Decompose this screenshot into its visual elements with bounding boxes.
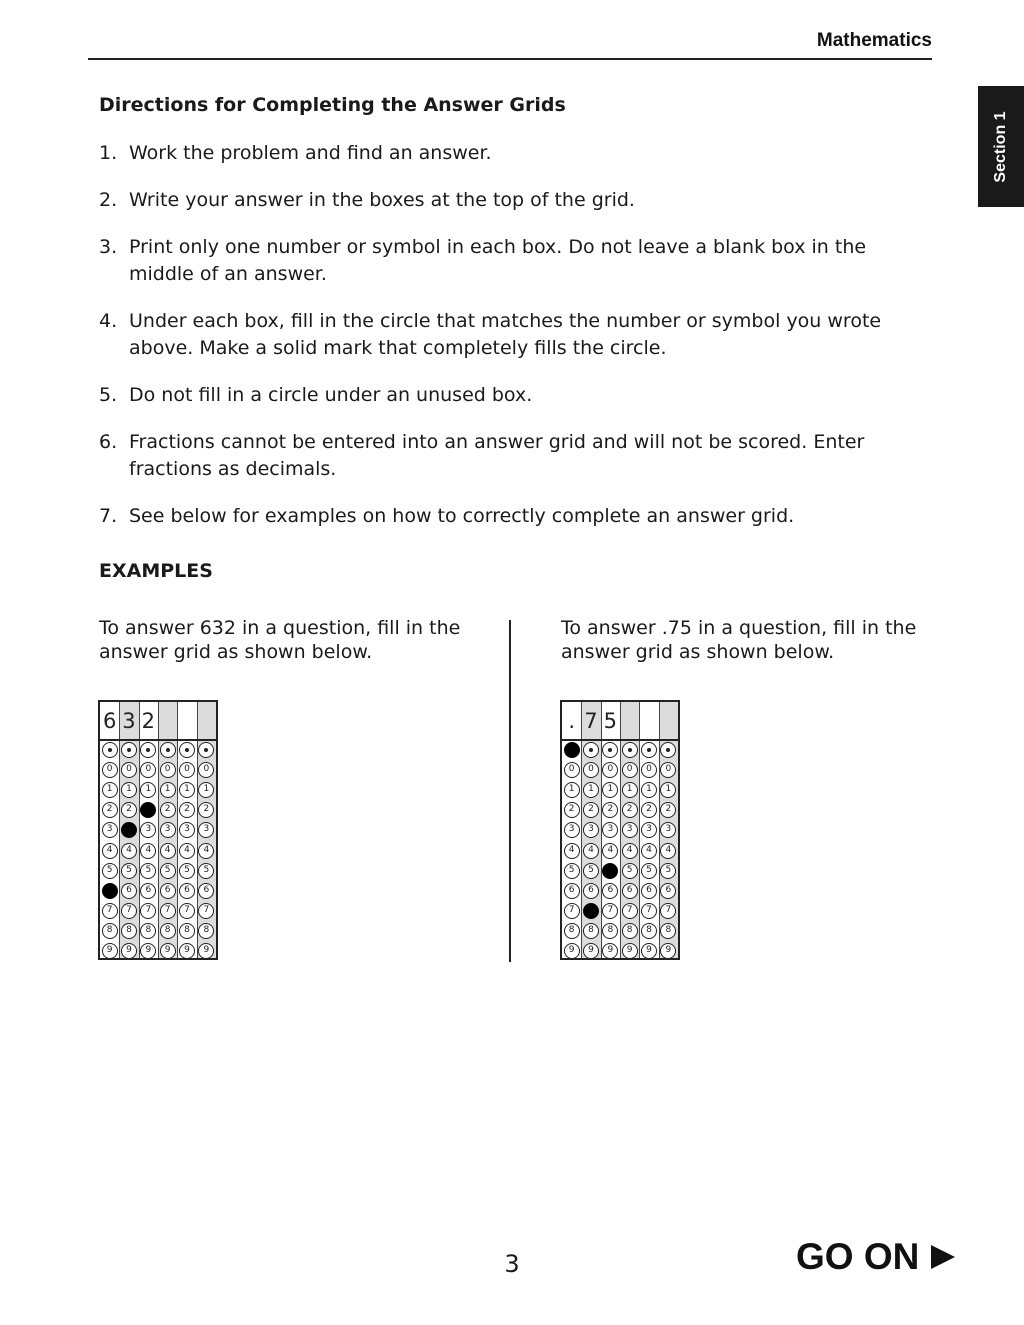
step-text: Print only one number or symbol in each box. Do not leave a blank box in the middle of an answer. bbox=[129, 236, 867, 285]
bubble-filled bbox=[602, 863, 618, 879]
decimal-point bbox=[628, 748, 632, 752]
bubble: 0 bbox=[179, 762, 195, 778]
decimal-point bbox=[146, 748, 150, 752]
bubble: 2 bbox=[179, 802, 195, 818]
bubble: 5 bbox=[641, 863, 657, 879]
decimal-point bbox=[608, 748, 612, 752]
bubble: 0 bbox=[583, 762, 599, 778]
bubble: 9 bbox=[622, 943, 638, 959]
bubble: 9 bbox=[140, 943, 156, 959]
bubble: 5 bbox=[160, 863, 176, 879]
bubble: 6 bbox=[583, 883, 599, 899]
bubble: 3 bbox=[179, 822, 195, 838]
step-number: 2. bbox=[99, 189, 118, 211]
bubble: 7 bbox=[660, 903, 676, 919]
step-text: Write your answer in the boxes at the top of the grid. bbox=[129, 189, 635, 211]
bubble-filled bbox=[102, 883, 118, 899]
bubble: 5 bbox=[140, 863, 156, 879]
directions-list bbox=[99, 140, 929, 550]
step-number: 6. bbox=[99, 431, 118, 453]
bubble: 0 bbox=[160, 762, 176, 778]
answer-box: 3 bbox=[122, 709, 136, 733]
bubble: 1 bbox=[641, 782, 657, 798]
bubble: 7 bbox=[622, 903, 638, 919]
bubble: 6 bbox=[564, 883, 580, 899]
header-rule bbox=[88, 58, 932, 60]
bubble: 1 bbox=[102, 782, 118, 798]
bubble: 1 bbox=[179, 782, 195, 798]
answer-box: 2 bbox=[141, 709, 155, 733]
go-on-indicator bbox=[796, 1236, 955, 1278]
bubble: 8 bbox=[179, 923, 195, 939]
bubble: 3 bbox=[641, 822, 657, 838]
bubble: 1 bbox=[121, 782, 137, 798]
bubble: 6 bbox=[622, 883, 638, 899]
bubble: 2 bbox=[641, 802, 657, 818]
bubble: 0 bbox=[102, 762, 118, 778]
bubble: 4 bbox=[660, 843, 676, 859]
bubble: 3 bbox=[583, 822, 599, 838]
bubble: 9 bbox=[179, 943, 195, 959]
bubble: 7 bbox=[564, 903, 580, 919]
bubble: 2 bbox=[198, 802, 214, 818]
bubble: 2 bbox=[102, 802, 118, 818]
bubble-filled bbox=[564, 742, 580, 758]
direction-step bbox=[99, 382, 929, 409]
bubble: 8 bbox=[198, 923, 214, 939]
bubble: 0 bbox=[140, 762, 156, 778]
bubble: 8 bbox=[622, 923, 638, 939]
answer-grid-632 bbox=[98, 700, 218, 960]
bubble-filled bbox=[583, 903, 599, 919]
bubble: 1 bbox=[602, 782, 618, 798]
step-text: Do not fill in a circle under an unused box. bbox=[129, 384, 533, 406]
arrow-right-icon bbox=[931, 1245, 955, 1269]
bubble: 9 bbox=[660, 943, 676, 959]
bubble: 8 bbox=[583, 923, 599, 939]
step-text: Work the problem and find an answer. bbox=[129, 142, 492, 164]
bubble: 2 bbox=[121, 802, 137, 818]
section-tab bbox=[978, 86, 1024, 207]
step-text: See below for examples on how to correctly complete an answer grid. bbox=[129, 505, 795, 527]
answer-box bbox=[620, 704, 639, 738]
bubble: 3 bbox=[660, 822, 676, 838]
bubble: 7 bbox=[102, 903, 118, 919]
bubble bbox=[622, 742, 638, 758]
bubble: 5 bbox=[660, 863, 676, 879]
directions-title: Directions for Completing the Answer Grids bbox=[99, 94, 566, 116]
step-number: 7. bbox=[99, 505, 118, 527]
bubble: 7 bbox=[179, 903, 195, 919]
answer-box bbox=[158, 704, 177, 738]
bubble bbox=[102, 742, 118, 758]
bubble: 5 bbox=[102, 863, 118, 879]
bubble: 4 bbox=[602, 843, 618, 859]
bubble: 1 bbox=[198, 782, 214, 798]
bubble: 4 bbox=[102, 843, 118, 859]
example-divider bbox=[509, 620, 511, 962]
bubble: 2 bbox=[602, 802, 618, 818]
direction-step bbox=[99, 187, 929, 214]
bubble: 5 bbox=[564, 863, 580, 879]
bubble: 3 bbox=[198, 822, 214, 838]
bubble: 8 bbox=[564, 923, 580, 939]
bubble: 2 bbox=[160, 802, 176, 818]
answer-box: 5 bbox=[603, 709, 617, 733]
bubble: 3 bbox=[622, 822, 638, 838]
grid-header-line bbox=[100, 739, 216, 741]
bubble: 1 bbox=[622, 782, 638, 798]
bubble: 3 bbox=[140, 822, 156, 838]
decimal-point bbox=[127, 748, 131, 752]
bubble: 8 bbox=[160, 923, 176, 939]
answer-box bbox=[177, 704, 196, 738]
answer-box: 6 bbox=[102, 709, 117, 733]
direction-step bbox=[99, 503, 929, 530]
step-text: Fractions cannot be entered into an answer grid and will not be scored. Enter fractions as decimals. bbox=[129, 431, 865, 480]
bubble: 1 bbox=[160, 782, 176, 798]
bubble: 3 bbox=[102, 822, 118, 838]
answer-box bbox=[639, 704, 658, 738]
grid-header-line bbox=[562, 739, 678, 741]
bubble: 4 bbox=[198, 843, 214, 859]
bubble: 9 bbox=[583, 943, 599, 959]
bubble: 1 bbox=[564, 782, 580, 798]
bubble: 9 bbox=[564, 943, 580, 959]
bubble: 1 bbox=[583, 782, 599, 798]
direction-step bbox=[99, 234, 929, 288]
bubble: 7 bbox=[140, 903, 156, 919]
examples-title: EXAMPLES bbox=[99, 560, 213, 582]
bubble: 0 bbox=[641, 762, 657, 778]
bubble: 8 bbox=[660, 923, 676, 939]
bubble: 7 bbox=[602, 903, 618, 919]
answer-grid-75 bbox=[560, 700, 680, 960]
bubble: 1 bbox=[660, 782, 676, 798]
bubble: 4 bbox=[564, 843, 580, 859]
step-text: Under each box, fill in the circle that matches the number or symbol you wrote above. Make a solid mark that completely fills the circle. bbox=[129, 310, 882, 359]
bubble: 5 bbox=[583, 863, 599, 879]
bubble: 6 bbox=[160, 883, 176, 899]
example-text-right: To answer .75 in a question, fill in the answer grid as shown below. bbox=[561, 617, 917, 663]
bubble: 7 bbox=[160, 903, 176, 919]
decimal-point bbox=[589, 748, 593, 752]
bubble: 6 bbox=[198, 883, 214, 899]
direction-step bbox=[99, 140, 929, 167]
bubble: 0 bbox=[121, 762, 137, 778]
direction-step bbox=[99, 429, 929, 483]
bubble: 4 bbox=[179, 843, 195, 859]
decimal-point bbox=[166, 748, 170, 752]
bubble: 4 bbox=[641, 843, 657, 859]
bubble: 6 bbox=[140, 883, 156, 899]
answer-box: 7 bbox=[584, 709, 598, 733]
bubble: 2 bbox=[564, 802, 580, 818]
bubble: 3 bbox=[564, 822, 580, 838]
bubble: 2 bbox=[622, 802, 638, 818]
bubble: 8 bbox=[102, 923, 118, 939]
bubble: 9 bbox=[121, 943, 137, 959]
step-number: 5. bbox=[99, 384, 118, 406]
bubble: 6 bbox=[179, 883, 195, 899]
bubble: 3 bbox=[160, 822, 176, 838]
bubble: 9 bbox=[160, 943, 176, 959]
bubble: 8 bbox=[140, 923, 156, 939]
bubble: 9 bbox=[602, 943, 618, 959]
bubble: 5 bbox=[622, 863, 638, 879]
step-number: 4. bbox=[99, 310, 118, 332]
step-number: 1. bbox=[99, 142, 118, 164]
bubble: 1 bbox=[140, 782, 156, 798]
bubble: 7 bbox=[641, 903, 657, 919]
decimal-point bbox=[204, 748, 208, 752]
bubble: 0 bbox=[602, 762, 618, 778]
bubble: 6 bbox=[660, 883, 676, 899]
example-text-left: To answer 632 in a question, fill in the answer grid as shown below. bbox=[99, 617, 461, 663]
bubble: 5 bbox=[121, 863, 137, 879]
bubble: 0 bbox=[198, 762, 214, 778]
bubble: 7 bbox=[121, 903, 137, 919]
bubble: 0 bbox=[622, 762, 638, 778]
bubble: 5 bbox=[198, 863, 214, 879]
answer-box bbox=[659, 704, 678, 738]
go-on-label: GO ON bbox=[796, 1236, 920, 1277]
bubble bbox=[160, 742, 176, 758]
direction-step bbox=[99, 308, 929, 362]
bubble: 6 bbox=[602, 883, 618, 899]
bubble: 4 bbox=[121, 843, 137, 859]
bubble: 8 bbox=[602, 923, 618, 939]
bubble: 6 bbox=[641, 883, 657, 899]
bubble bbox=[583, 742, 599, 758]
decimal-point bbox=[666, 748, 670, 752]
decimal-point bbox=[108, 748, 112, 752]
bubble: 0 bbox=[660, 762, 676, 778]
bubble bbox=[121, 742, 137, 758]
bubble: 3 bbox=[602, 822, 618, 838]
bubble: 4 bbox=[622, 843, 638, 859]
section-tab-label: Section 1 bbox=[992, 110, 1009, 183]
bubble bbox=[179, 742, 195, 758]
bubble: 9 bbox=[198, 943, 214, 959]
bubble bbox=[641, 742, 657, 758]
header-title: Mathematics bbox=[816, 30, 932, 51]
decimal-point bbox=[185, 748, 189, 752]
bubble: 2 bbox=[660, 802, 676, 818]
bubble: 4 bbox=[583, 843, 599, 859]
bubble: 6 bbox=[121, 883, 137, 899]
page-number: 3 bbox=[504, 1250, 520, 1278]
bubble: 4 bbox=[140, 843, 156, 859]
answer-box bbox=[197, 704, 216, 738]
bubble: 9 bbox=[641, 943, 657, 959]
bubble: 8 bbox=[121, 923, 137, 939]
bubble: 2 bbox=[583, 802, 599, 818]
bubble: 5 bbox=[179, 863, 195, 879]
bubble: 7 bbox=[198, 903, 214, 919]
answer-box: . bbox=[568, 709, 575, 733]
bubble: 8 bbox=[641, 923, 657, 939]
decimal-point bbox=[647, 748, 651, 752]
step-number: 3. bbox=[99, 236, 118, 258]
bubble: 4 bbox=[160, 843, 176, 859]
bubble: 9 bbox=[102, 943, 118, 959]
bubble: 0 bbox=[564, 762, 580, 778]
